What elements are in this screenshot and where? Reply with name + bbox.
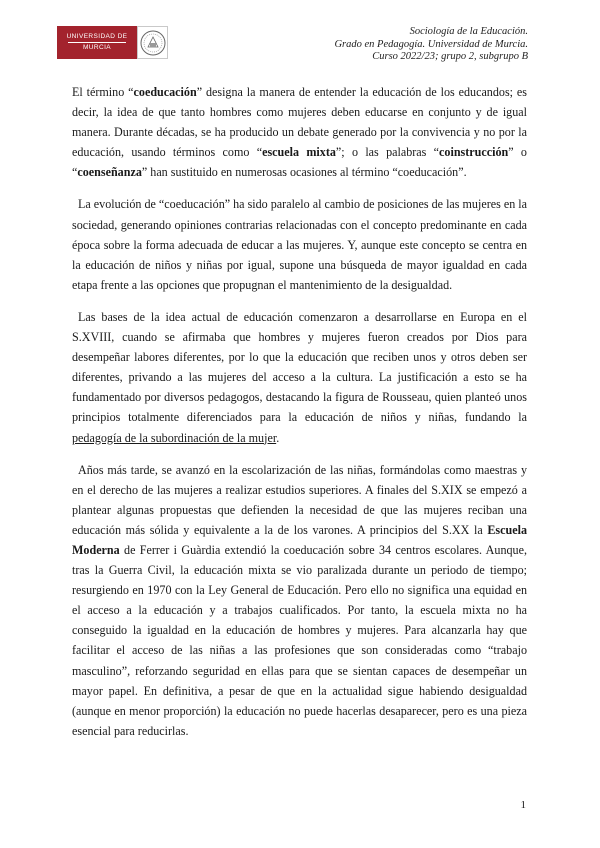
p4-text-c: de Ferrer i Guàrdia extendió la coeducación sobre 34 centros escolares. Aunque, tras la Guerra Civil, la educación mixta se vio paralizada durante un periodo de tiempo; resurgiendo en 1970 con la Ley General de Educación. Pero ello no significa una equidad en el acceso a la educación y a trabajos cualificados. Por tanto, la escuela mixta no ha conseguido la igualdad en la educación de hombres y mujeres. Para alcanzarla hay que facilitar el acceso de las niñas a las profesiones que son consideradas como “trabajo masculino”, reforzando seguridad en ellas para que se sientan capaces de desempeñar un mayor papel. En definitiva, a pesar de que en la actualidad sigue habiendo desigualdad (aunque en menor proporción) la educación no puede hacerlas desaparecer, pero es una pieza esencial para reducirlas. [72,542,527,738]
header-group: Curso 2022/23; grupo 2, subgrupo B [372,51,528,62]
p4-text-a: Años más tarde, se avanzó en la escolarización de las niñas, formándolas como maestras y en el derecho de las mujeres a realizar estudios superiores. A finales del S.XIX se empezó a plantear algunas propuestas que defienden la necesidad de que las mujeres reciban una educación más sólida y equivalente a la de los varones. A principios del S.XX la [72,462,527,537]
logo-wordmark [57,26,137,59]
document-header [334,26,528,64]
term-coinstruccion: coinstrucción [439,145,509,160]
p3-text-b: . [276,430,280,445]
term-coensenanza: coenseñanza [77,165,142,180]
term-escuela-moderna: Escuela Moderna [72,522,527,557]
logo-line-1: UNIVERSIDAD DE [66,33,128,40]
paragraph-4 [72,460,527,741]
university-logo [57,26,168,59]
term-coeducacion: coeducación [133,85,197,99]
underlined-phrase: pedagogía de la subordinación de la mujer [72,430,277,445]
paragraph-2: La evolución de “coeducación” ha sido paralelo al cambio de posiciones de las mujeres en la sociedad, generando opiniones contrarias relacionadas con el concepto predominante en cada época sobre la forma adecuada de educar a las mujeres. Y, aunque este concepto se centra en la educación de niños y niñas por igual, supone una búsqueda de mayor igualdad en cada etapa frente a las opciones que propugnan el mantenimiento de la desigualdad. [72,197,527,292]
p3-text-a: Las bases de la idea actual de educación comenzaron a desarrollarse en Europa en el S.XVIII, cuando se afirmaba que hombres y mujeres fueron creados por Dios para desempeñar labores diferentes, por lo que la educación que reciben unos y otros deben ser diferentes, privando a las mujeres del acceso a la cultura. La justificación a esto se ha fundamentado por diversos pedagogos, destacando la figura de Rousseau, quien planteó unos principios totalmente diferenciados para la educación de niños y niñas, fundando la [72,309,527,425]
p1-text-d: ”; o las palabras “ [335,145,440,160]
page-number: 1 [520,799,526,811]
p1-text-a: El término “ [72,85,134,99]
term-escuela-mixta: escuela mixta [262,145,336,160]
p1-text-f: ” han sustituido en numerosas ocasiones al término “coeducación”. [141,165,467,180]
paragraph-1 [72,82,527,182]
logo-line-2: MURCIA [82,44,112,51]
header-course: Sociología de la Educación. [409,26,528,37]
seal-icon [137,26,168,59]
header-degree: Grado en Pedagogía. Universidad de Murcia. [334,38,528,50]
p1-text-e: ” o “ [72,145,527,180]
p1-text-c: ” designa la manera de entender la educación de los educandos; es decir, la idea de que tanto hombres como mujeres deben educarse en conjunto y de igual manera. Durante décadas, se ha producido un debate generado por la convivencia y no por la educación, usando términos como “ [72,85,527,160]
document-body [72,82,527,753]
paragraph-3 [72,307,527,448]
logo-separator [68,42,126,43]
